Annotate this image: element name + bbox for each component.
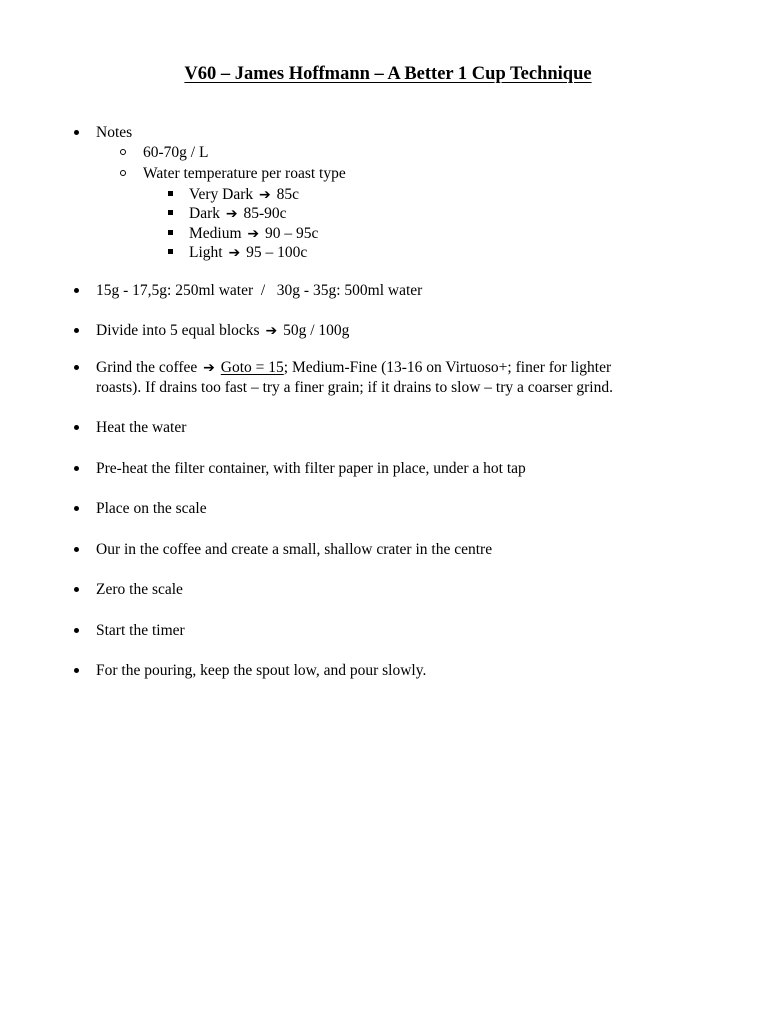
step-zero-scale: Zero the scale bbox=[96, 581, 183, 598]
arrow-right-icon: ➔ bbox=[265, 323, 278, 339]
divide-text: Divide into 5 equal blocks bbox=[96, 322, 260, 339]
ratio-note: 60-70g / L bbox=[143, 144, 209, 161]
temp-item-medium bbox=[189, 224, 318, 244]
grind-step bbox=[96, 358, 611, 378]
goto-link[interactable]: Goto = 15 bbox=[220, 359, 284, 376]
divide-step bbox=[96, 321, 349, 341]
roast-name: Medium bbox=[189, 225, 242, 242]
grind-detail: ; Medium-Fine (13-16 on Virtuoso+; finer for lighter bbox=[283, 359, 612, 376]
step-pouring: For the pouring, keep the spout low, and pour slowly. bbox=[96, 662, 427, 679]
arrow-right-icon: ➔ bbox=[247, 226, 260, 242]
arrow-right-icon: ➔ bbox=[225, 206, 238, 222]
step-heat-water: Heat the water bbox=[96, 419, 187, 436]
step-start-timer: Start the timer bbox=[96, 622, 185, 639]
step-add-coffee: Our in the coffee and create a small, shallow crater in the centre bbox=[96, 541, 493, 558]
notes-label: Notes bbox=[96, 124, 133, 141]
amounts-step: 15g - 17,5g: 250ml water / 30g - 35g: 500ml water bbox=[96, 282, 423, 299]
roast-name: Very Dark bbox=[189, 186, 254, 203]
divide-result: 50g / 100g bbox=[283, 322, 350, 339]
step-place-scale: Place on the scale bbox=[96, 500, 207, 517]
arrow-right-icon: ➔ bbox=[228, 245, 241, 261]
temp-item-dark bbox=[189, 204, 287, 224]
roast-temp: 90 – 95c bbox=[265, 225, 319, 242]
document-title: V60 – James Hoffmann – A Better 1 Cup Technique bbox=[184, 64, 592, 84]
step-preheat-filter: Pre-heat the filter container, with filter paper in place, under a hot tap bbox=[96, 460, 526, 477]
grind-text: Grind the coffee bbox=[96, 359, 198, 376]
roast-temp: 85c bbox=[276, 186, 300, 203]
temp-item-very-dark bbox=[189, 185, 299, 205]
temp-label: Water temperature per roast type bbox=[143, 165, 346, 182]
roast-temp: 85-90c bbox=[243, 205, 287, 222]
grind-step-line2: roasts). If drains too fast – try a finer grain; if it drains to slow – try a coarser grind. bbox=[96, 379, 613, 396]
arrow-right-icon: ➔ bbox=[259, 187, 271, 203]
roast-name: Dark bbox=[189, 205, 220, 222]
arrow-right-icon: ➔ bbox=[203, 360, 215, 376]
temp-item-light bbox=[189, 243, 307, 263]
roast-name: Light bbox=[189, 244, 223, 261]
roast-temp: 95 – 100c bbox=[246, 244, 308, 261]
